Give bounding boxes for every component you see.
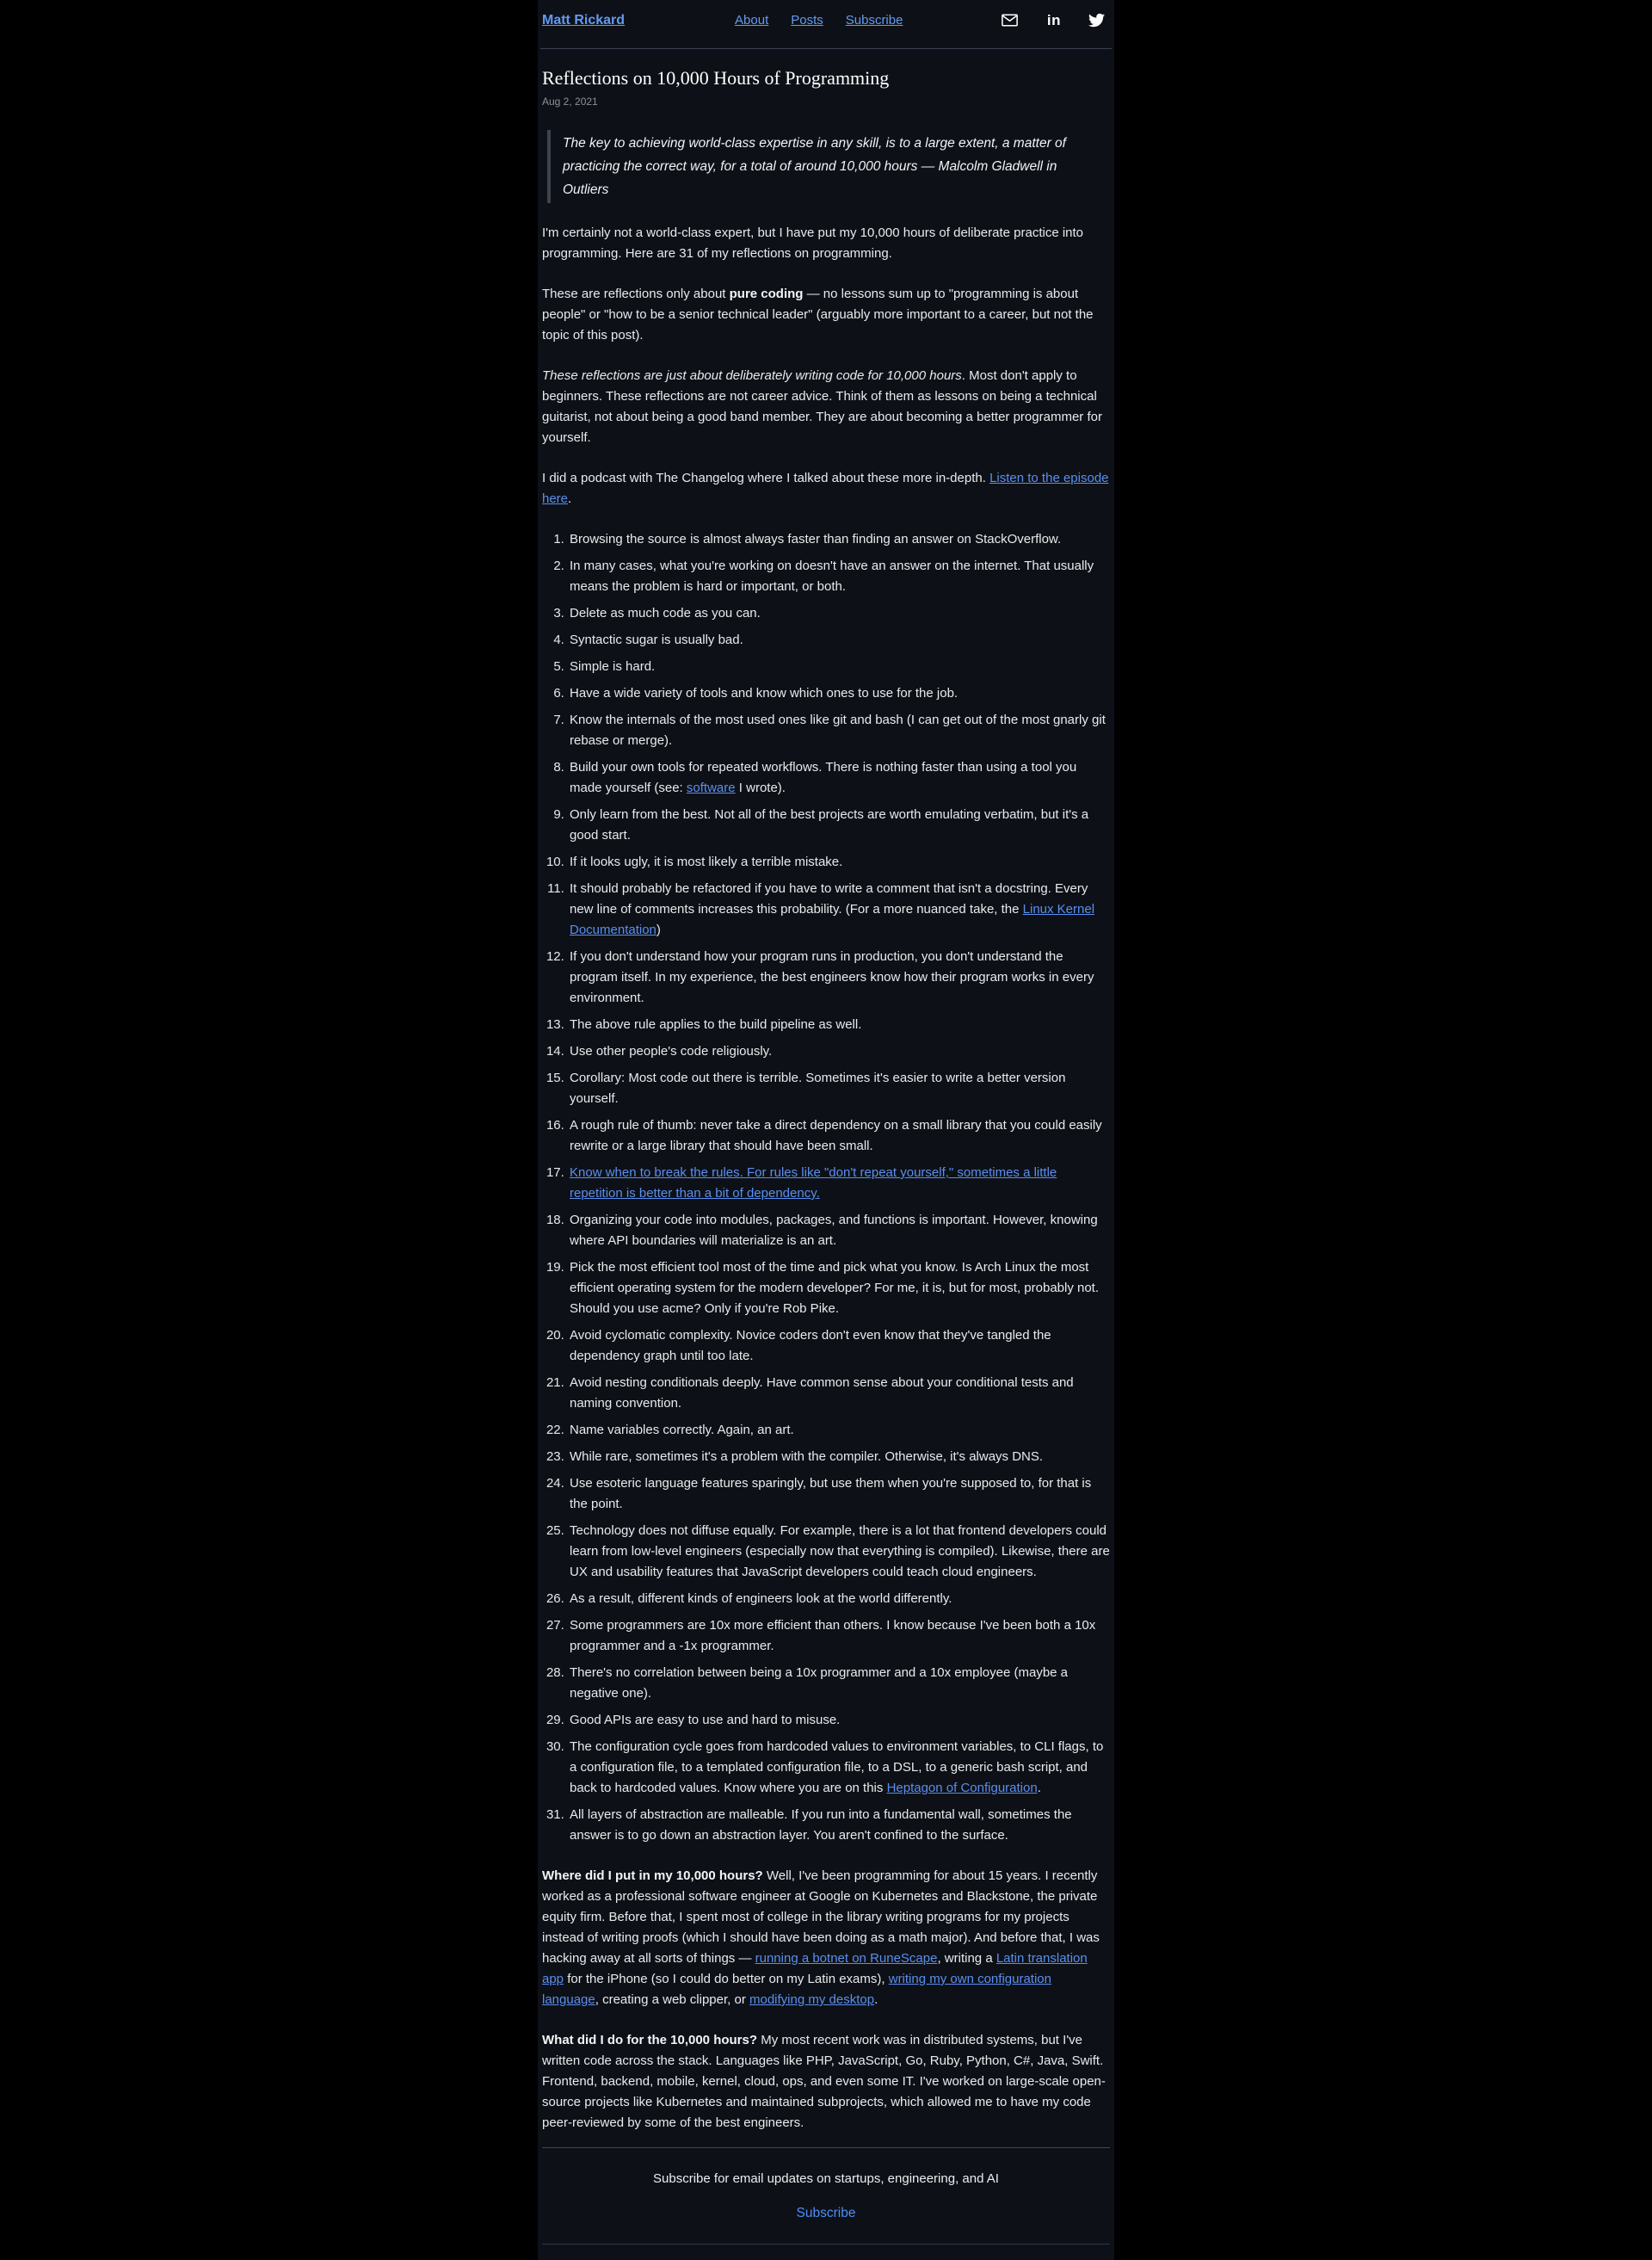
list-item <box>568 1589 1110 1609</box>
linkedin-icon[interactable]: in <box>1046 11 1061 28</box>
text: Browsing the source is almost always faster than finding an answer on StackOverflow. <box>570 532 1062 546</box>
text: Simple is hard. <box>570 659 656 674</box>
list-item <box>568 947 1110 1009</box>
inline-link[interactable]: running a botnet on RuneScape <box>755 1951 938 1966</box>
text: Organizing your code into modules, packages, and functions is important. However, knowing where API boundaries will materialize is an art. <box>570 1213 1098 1248</box>
brand-link[interactable]: Matt Rickard <box>542 12 626 28</box>
intro-paragraph-1 <box>542 223 1110 264</box>
text: Avoid cyclomatic complexity. Novice coders don't even know that they've tangled the dependency graph until too late. <box>570 1328 1051 1363</box>
text: Well, I've been programming for about 15 years. I recently worked as a professional software engineer at Google on Kubernetes and Blackstone, the private equity firm. Before that, I spent most of college in the library writing programs for my projects instead of writing proofs (which I should have been doing as a math major). And before that, I was hacking away at all sorts of things — <box>542 1868 1100 1966</box>
text: In many cases, what you're working on doesn't have an answer on the internet. That usually means the problem is hard or important, or both. <box>570 559 1094 594</box>
intro-paragraph-4 <box>542 468 1110 509</box>
page-title: Reflections on 10,000 Hours of Programming <box>542 67 890 89</box>
list-item <box>568 657 1110 677</box>
text: A rough rule of thumb: never take a direct dependency on a small library that you could easily rewrite or a large library that should have been small. <box>570 1118 1102 1153</box>
social-links <box>1000 10 1110 30</box>
text: If it looks ugly, it is most likely a terrible mistake. <box>570 855 843 869</box>
inline-link[interactable]: Know when to break the rules. For rules like "don't repeat yourself," sometimes a little repetition is better than a bit of dependency. <box>570 1165 1057 1201</box>
inline-link[interactable]: Listen to the episode here <box>542 471 1109 506</box>
text: Have a wide variety of tools and know which ones to use for the job. <box>570 686 959 701</box>
list-item <box>568 1663 1110 1704</box>
intro-paragraph-3 <box>542 366 1110 448</box>
bold-text: Where did I put in my 10,000 hours? <box>542 1868 763 1883</box>
list-item <box>568 683 1110 704</box>
text: Syntactic sugar is usually bad. <box>570 633 743 647</box>
text: Technology does not diffuse equally. For example, there is a lot that frontend developers could learn from low-level engineers (especially now that everything is compiled). Likewise, there are UX and usability features that JavaScript developers could teach cloud engineers. <box>570 1523 1110 1579</box>
text: I'm certainly not a world-class expert, but I have put my 10,000 hours of deliberate practice into programming. Here are 31 of my reflections on programming. <box>542 225 1084 261</box>
footer-top-divider <box>542 2147 1110 2148</box>
text: — no lessons sum up to "programming is about people" or "how to be a senior technical leader" (arguably more important to a career, but not the topic of this post). <box>542 287 1094 343</box>
text: If you don't understand how your program runs in production, you don't understand the program itself. In my experience, the best engineers know how their program works in every environment. <box>570 949 1094 1005</box>
list-item <box>568 630 1110 651</box>
text: . Most don't apply to beginners. These reflections are not career advice. Think of them as lessons on being a technical guitarist, not about being a good band member. They are about becoming a better programmer for yourself. <box>542 368 1102 445</box>
text: These are reflections only about <box>542 287 730 301</box>
text: Avoid nesting conditionals deeply. Have common sense about your conditional tests and naming convention. <box>570 1375 1074 1411</box>
text: The above rule applies to the build pipeline as well. <box>570 1017 862 1032</box>
text: It should probably be refactored if you have to write a comment that isn't a docstring. Every new line of comments increases this probability. (For a more nuanced take, the <box>570 881 1088 917</box>
text: My most recent work was in distributed systems, but I've written code across the stack. Languages like PHP, JavaScript, Go, Ruby, Python, C#, Java, Swift. Frontend, backend, mobile, kernel, cloud, ops, and even some IT. I've worked on large-scale open-source projects like Kubernetes and maintained subprojects, which allowed me to have my code peer-reviewed by some of the best engineers. <box>542 2033 1106 2130</box>
list-item <box>568 1115 1110 1157</box>
list-item <box>568 1447 1110 1467</box>
outro-paragraph-2 <box>542 2030 1110 2133</box>
nav-posts[interactable]: Posts <box>791 13 823 28</box>
text: Pick the most efficient tool most of the time and pick what you know. Is Arch Linux the most efficient operating system for the modern developer? For me, it is, but for most, probably not. Should you use acme? Only if you're Rob Pike. <box>570 1260 1100 1316</box>
list-item <box>568 556 1110 597</box>
list-item <box>568 1015 1110 1035</box>
list-item <box>568 852 1110 873</box>
footer-bottom-divider <box>542 2244 1110 2245</box>
text: As a result, different kinds of engineers look at the world differently. <box>570 1591 952 1606</box>
text: There's no correlation between being a 10x programmer and a 10x employee (maybe a negative one). <box>570 1665 1069 1701</box>
text: Use other people's code religiously. <box>570 1044 773 1059</box>
twitter-icon[interactable] <box>1088 12 1105 28</box>
intro-paragraph-2 <box>542 284 1110 346</box>
text: Use esoteric language features sparingly, but use them when you're supposed to, for that is the point. <box>570 1476 1092 1511</box>
inline-link[interactable]: modifying my desktop <box>749 1992 875 2007</box>
text: The configuration cycle goes from hardcoded values to environment variables, to CLI flags, to a configuration file, to a templated configuration file, to a DSL, to a generic bash script, and back to hardcoded values. Know where you are on this <box>570 1739 1104 1795</box>
text: ) <box>656 923 661 937</box>
list-item <box>568 1210 1110 1251</box>
footer <box>540 2147 1112 2245</box>
site-header <box>540 0 1112 49</box>
nav-about[interactable]: About <box>735 13 769 28</box>
list-item <box>568 1373 1110 1414</box>
list-item <box>568 1068 1110 1109</box>
text: . <box>874 1992 878 2007</box>
reflections-list <box>542 529 1110 1846</box>
text: All layers of abstraction are malleable. If you run into a fundamental wall, sometimes the answer is to go down an abstraction layer. You aren't confined to the surface. <box>570 1807 1072 1843</box>
list-item <box>568 1257 1110 1319</box>
list-item <box>568 529 1110 550</box>
inline-link[interactable]: Heptagon of Configuration <box>886 1781 1038 1795</box>
article <box>540 67 1112 2133</box>
text: for the iPhone (so I could do better on my Latin exams), <box>564 1972 889 1986</box>
list-item <box>568 879 1110 941</box>
list-item <box>568 1615 1110 1657</box>
list-item <box>568 1041 1110 1062</box>
text: I wrote). <box>735 781 786 795</box>
text: I did a podcast with The Changelog where I talked about these more in-depth. <box>542 471 990 485</box>
nav-subscribe[interactable]: Subscribe <box>845 13 903 28</box>
bold-text: What did I do for the 10,000 hours? <box>542 2033 758 2047</box>
list-item <box>568 1521 1110 1583</box>
list-item <box>568 1805 1110 1846</box>
list-item <box>568 1325 1110 1367</box>
text: . <box>568 491 572 506</box>
list-item <box>568 1710 1110 1731</box>
header-nav <box>735 13 903 28</box>
list-item <box>568 1737 1110 1799</box>
post-date: Aug 2, 2021 <box>542 96 598 108</box>
list-item <box>568 757 1110 799</box>
outro-paragraph-1 <box>542 1866 1110 2010</box>
text: Only learn from the best. Not all of the best projects are worth emulating verbatim, but it's a good start. <box>570 807 1089 843</box>
text: Corollary: Most code out there is terrible. Sometimes it's easier to write a better version yourself. <box>570 1071 1066 1106</box>
list-item <box>568 603 1110 624</box>
inline-link[interactable]: software <box>686 781 736 795</box>
list-item <box>568 1420 1110 1441</box>
list-item <box>568 805 1110 846</box>
list-item <box>568 1163 1110 1204</box>
text: , writing a <box>937 1951 996 1966</box>
quote-block: The key to achieving world-class expertise in any skill, is to a large extent, a matter of practicing the correct way, for a total of around 10,000 hours — Malcolm Gladwell in Outliers <box>547 130 1110 203</box>
list-item <box>568 710 1110 751</box>
email-icon[interactable] <box>1000 10 1020 30</box>
inline-link[interactable]: writing my own configuration language <box>542 1972 1051 2007</box>
list-item <box>568 1473 1110 1515</box>
text: Build your own tools for repeated workflows. There is nothing faster than using a tool you made yourself (see: <box>570 760 1077 795</box>
footer-text: Subscribe for email updates on startups, engineering, and AI <box>653 2171 999 2186</box>
inline-link[interactable]: Latin translation app <box>542 1951 1088 1986</box>
text: Delete as much code as you can. <box>570 606 761 621</box>
italic-text: These reflections are just about deliberately writing code for 10,000 hours <box>542 368 962 383</box>
text: While rare, sometimes it's a problem with the compiler. Otherwise, it's always DNS. <box>570 1449 1044 1464</box>
text: . <box>1037 1781 1041 1795</box>
text: Good APIs are easy to use and hard to misuse. <box>570 1713 841 1727</box>
bold-text: pure coding <box>729 287 804 301</box>
content-column <box>538 0 1114 2260</box>
text: Some programmers are 10x more efficient than others. I know because I've been both a 10x programmer and a -1x programmer. <box>570 1618 1096 1653</box>
text: , creating a web clipper, or <box>595 1992 749 2007</box>
text: Know the internals of the most used ones like git and bash (I can get out of the most gnarly git rebase or merge). <box>570 713 1106 748</box>
text: Name variables correctly. Again, an art. <box>570 1423 794 1437</box>
footer-subscribe-link[interactable]: Subscribe <box>796 2206 856 2220</box>
inline-link[interactable]: Linux Kernel Documentation <box>570 902 1095 937</box>
